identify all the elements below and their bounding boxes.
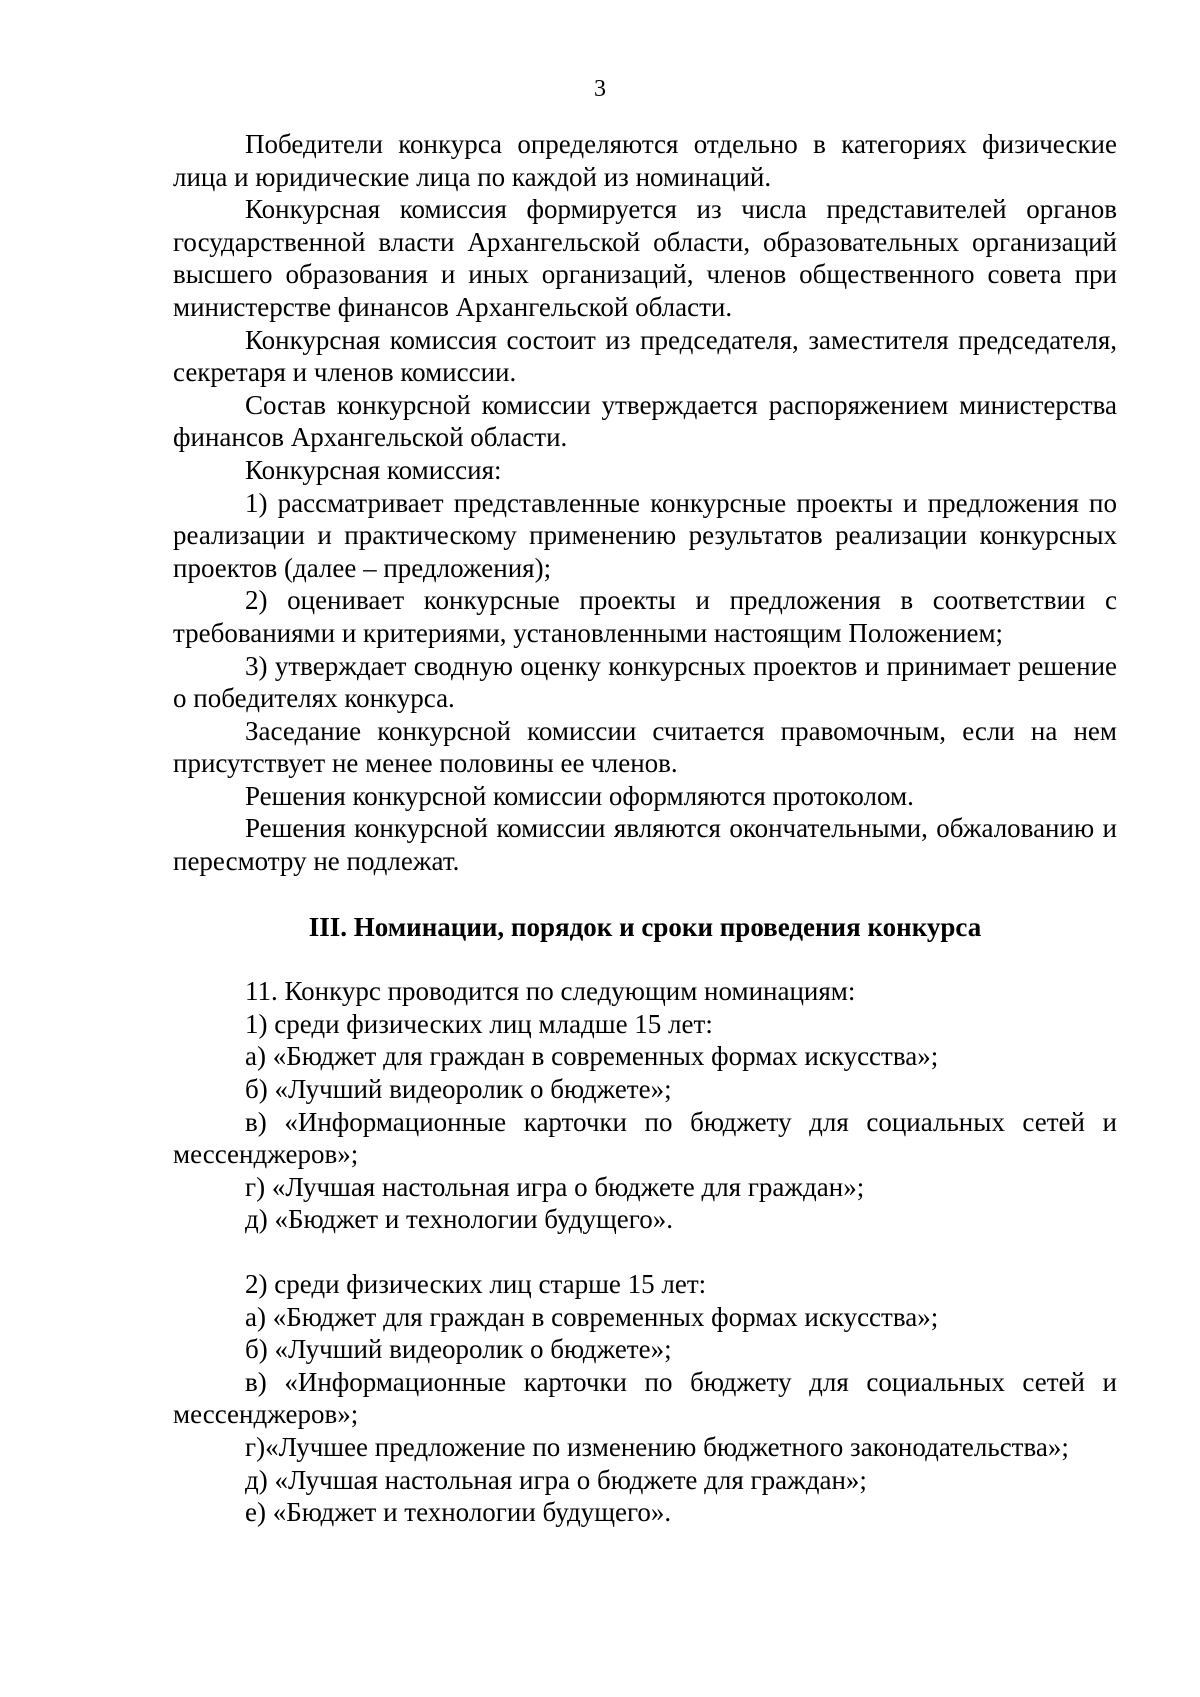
paragraph-final-decisions: Решения конкурсной комиссии являются окончательными, обжалованию и пересмотру не подлежат. <box>173 813 1117 877</box>
nominations-intro: 11. Конкурс проводится по следующим номинациям: <box>245 976 856 1007</box>
group-1-item-g: г) «Лучшая настольная игра о бюджете для граждан»; <box>245 1171 865 1202</box>
group-1-item-v: в) «Информационные карточки по бюджету для социальных сетей и мессенджеров»; <box>173 1106 1117 1170</box>
paragraph-commission-formation: Конкурсная комиссия формируется из числа представителей органов государственной власти Архангельской области, образовательных организаций высшего образования и иных организаций, членов общественного совета при министерстве финансов Архангельской области. <box>173 194 1117 322</box>
group-2-item-d: д) «Лучшая настольная игра о бюджете для граждан»; <box>245 1464 867 1495</box>
paragraph-winners: Победители конкурса определяются отдельно в категориях физические лица и юридические лица по каждой из номинаций. <box>173 129 1117 192</box>
group-1-item-a: а) «Бюджет для граждан в современных формах искусства»; <box>245 1041 939 1072</box>
group-1-item-b: б) «Лучший видеоролик о бюджете»; <box>245 1074 672 1105</box>
document-body <box>173 128 1117 1529</box>
paragraph-duty-2: 2) оценивает конкурсные проекты и предложения в соответствии с требованиями и критериями, установленными настоящим Положением; <box>173 585 1117 648</box>
page-number: 3 <box>594 76 606 102</box>
group-2-item-v: в) «Информационные карточки по бюджету для социальных сетей и мессенджеров»; <box>173 1366 1117 1430</box>
group-1-title: 1) среди физических лиц младше 15 лет: <box>245 1008 713 1039</box>
group-2-item-b: б) «Лучший видеоролик о бюджете»; <box>245 1334 672 1365</box>
paragraph-commission-duties-intro: Конкурсная комиссия: <box>245 454 502 485</box>
paragraph-commission-composition: Конкурсная комиссия состоит из председателя, заместителя председателя, секретаря и членов комиссии. <box>173 324 1117 388</box>
paragraph-duty-3: 3) утверждает сводную оценку конкурсных проектов и принимает решение о победителях конкурса. <box>173 650 1117 714</box>
group-2-item-a: а) «Бюджет для граждан в современных формах искусства»; <box>245 1301 939 1332</box>
group-2-title: 2) среди физических лиц старше 15 лет: <box>245 1269 707 1299</box>
section-heading: III. Номинации, порядок и сроки проведения конкурса <box>308 911 982 942</box>
paragraph-protocol: Решения конкурсной комиссии оформляются протоколом. <box>245 780 914 811</box>
group-2-item-g: г)«Лучшее предложение по изменению бюджетного законодательства»; <box>245 1431 1069 1462</box>
paragraph-quorum: Заседание конкурсной комиссии считается правомочным, если на нем присутствует не менее половины ее членов. <box>173 715 1117 779</box>
group-1-item-d: д) «Бюджет и технологии будущего». <box>245 1204 673 1235</box>
paragraph-duty-1: 1) рассматривает представленные конкурсные проекты и предложения по реализации и практическому применению результатов реализации конкурсных проектов (далее – предложения); <box>173 487 1117 583</box>
paragraph-commission-approval: Состав конкурсной комиссии утверждается распоряжением министерства финансов Архангельской области. <box>173 389 1117 453</box>
group-2-item-e: е) «Бюджет и технологии будущего». <box>245 1497 672 1528</box>
